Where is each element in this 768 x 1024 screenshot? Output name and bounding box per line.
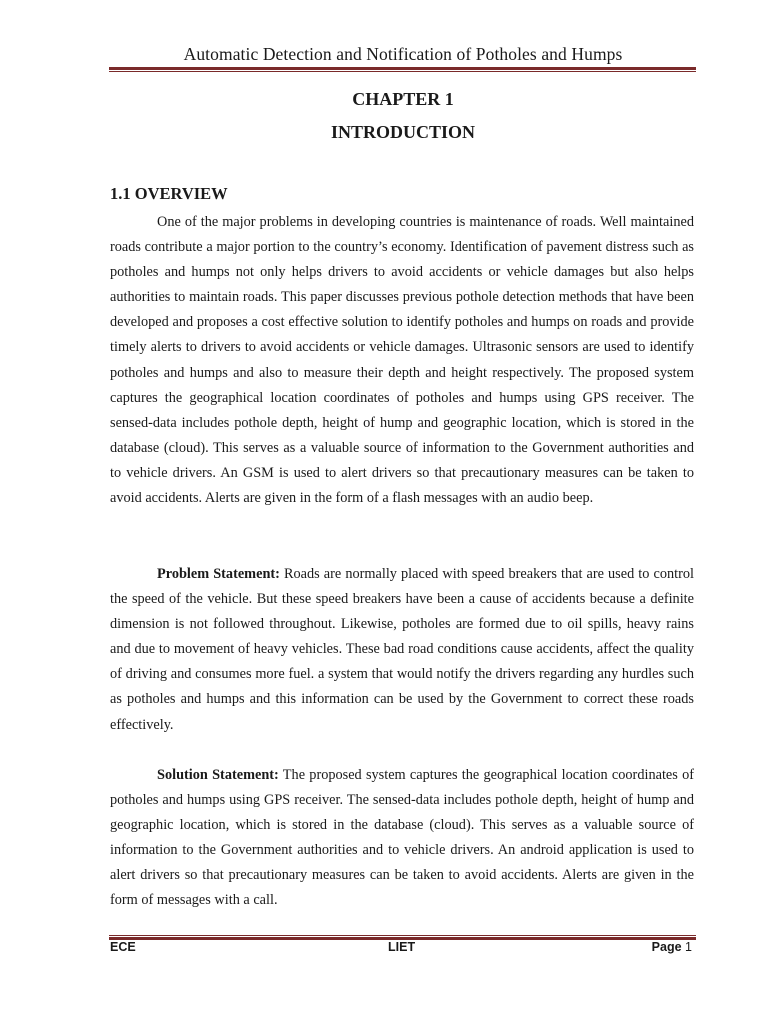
footer-page-indicator <box>652 940 692 954</box>
running-header-title: Automatic Detection and Notification of Potholes and Humps <box>183 44 623 64</box>
solution-statement-label: Solution Statement: <box>157 767 279 783</box>
chapter-number: CHAPTER 1 <box>352 89 454 109</box>
footer-institute: LIET <box>388 940 416 954</box>
page-footer <box>110 940 694 960</box>
section-heading: 1.1 OVERVIEW <box>110 184 228 203</box>
header-divider <box>109 67 696 72</box>
overview-paragraph: One of the major problems in developing countries is maintenance of roads. Well maintained roads contribute a major portion to the country’s economy. Identification of pavement distress such as potholes and humps not only helps drivers to avoid accidents or vehicle damages but also helps authorities to maintain roads. This paper discusses previous pothole detection methods that have been developed and proposes a cost effective solution to identify potholes and humps on roads and provide timely alerts to drivers to avoid accidents or vehicle damages. Ultrasonic sensors are used to identify potholes and humps and also to measure their depth and height respectively. The proposed system captures the geographical location coordinates of potholes and humps using GPS receiver. The sensed-data includes pothole depth, height of hump and geographic location, which is stored in the database (cloud). This serves as a valuable source of information to the Government authorities and to vehicle drivers. An GSM is used to alert drivers so that precautionary measures can be taken to avoid accidents. Alerts are given in the form of a flash messages with an audio beep. <box>110 214 694 507</box>
footer-department: ECE <box>110 940 136 954</box>
problem-statement-text: Roads are normally placed with speed breakers that are used to control the speed of the vehicle. But these speed breakers have been a cause of accidents because a definite dimension is not followed throughout. Likewise, potholes are formed due to oil spills, heavy rains and due to movement of heavy vehicles. These bad road conditions cause accidents, affect the quality of driving and consumes more fuel. a system that would notify the drivers regarding any hurdles such as potholes and humps and this information can be used by the Government to correct these roads effectively. <box>110 566 694 733</box>
solution-statement-paragraph <box>110 763 694 914</box>
footer-page-number: 1 <box>685 940 692 954</box>
solution-statement-text: The proposed system captures the geographical location coordinates of potholes and humps using GPS receiver. The sensed-data includes pothole depth, height of hump and geographic location, which is stored in the database (cloud). This serves as a valuable source of information to the Government authorities and to vehicle drivers. An android application is used to alert drivers so that precautionary measures can be taken to avoid accidents. Alerts are given in the form of messages with a call. <box>110 767 694 909</box>
footer-page-word: Page <box>651 940 682 954</box>
problem-statement-paragraph <box>110 562 694 738</box>
problem-statement-label: Problem Statement: <box>157 566 280 582</box>
chapter-title: INTRODUCTION <box>330 122 476 142</box>
